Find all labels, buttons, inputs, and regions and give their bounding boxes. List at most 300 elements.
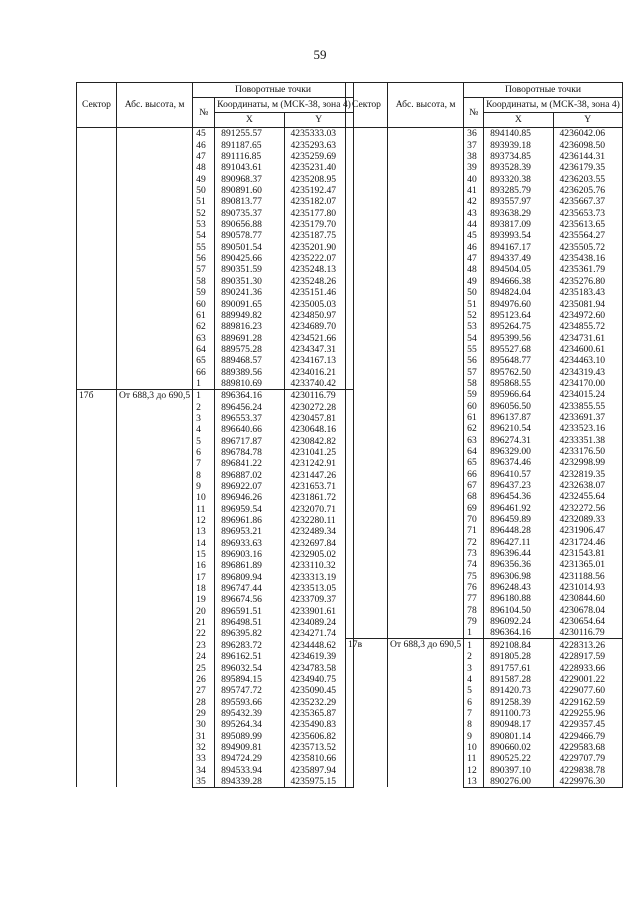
header-altitude: Абс. высота, м: [388, 83, 464, 128]
coord-y: 4236144.31: [553, 151, 622, 162]
coord-x: 895894.15: [215, 674, 284, 685]
coord-y: 4230678.04: [553, 604, 622, 615]
point-number: 58: [193, 275, 215, 286]
coord-x: 889691.28: [215, 332, 284, 343]
point-number: 10: [464, 742, 484, 753]
coord-y: 4235183.43: [553, 287, 622, 298]
point-number: 61: [464, 412, 484, 423]
coord-y: 4228933.66: [553, 662, 622, 673]
point-number: 45: [464, 230, 484, 241]
point-number: 10: [193, 492, 215, 503]
point-number: 3: [464, 662, 484, 673]
coord-y: 4232280.11: [284, 515, 353, 526]
point-number: 42: [464, 196, 484, 207]
coord-y: 4236179.35: [553, 162, 622, 173]
coord-y: 4236203.55: [553, 173, 622, 184]
coord-x: 896461.92: [484, 502, 553, 513]
point-number: 72: [464, 536, 484, 547]
point-number: 64: [193, 344, 215, 355]
coord-x: 896591.51: [215, 605, 284, 616]
point-number: 77: [464, 593, 484, 604]
coord-x: 896953.21: [215, 526, 284, 537]
coord-x: 892108.84: [484, 639, 553, 651]
point-number: 65: [193, 355, 215, 366]
table-body-left: [77, 128, 354, 788]
coord-y: 4235490.83: [284, 719, 353, 730]
coord-x: 890948.17: [484, 719, 553, 730]
coord-y: 4236042.06: [553, 128, 622, 140]
point-number: 37: [464, 139, 484, 150]
header-altitude: Абс. высота, м: [117, 83, 193, 128]
coord-x: 890813.77: [215, 196, 284, 207]
coord-x: 891757.61: [484, 662, 553, 673]
coord-y: 4229838.78: [553, 764, 622, 775]
coord-y: 4235005.03: [284, 298, 353, 309]
coord-x: 894724.29: [215, 753, 284, 764]
point-number: 49: [193, 173, 215, 184]
point-number: 78: [464, 604, 484, 615]
coord-y: 4230457.81: [284, 413, 353, 424]
coord-y: 4235667.37: [553, 196, 622, 207]
coord-y: 4232697.84: [284, 537, 353, 548]
coord-x: 893939.18: [484, 139, 553, 150]
header-points: Поворотные точки: [193, 83, 354, 98]
point-number: 32: [193, 742, 215, 753]
coord-y: 4234689.70: [284, 321, 353, 332]
point-number: 39: [464, 162, 484, 173]
coord-x: 896498.51: [215, 617, 284, 628]
coord-y: 4236205.76: [553, 185, 622, 196]
coord-y: 4235505.72: [553, 241, 622, 252]
point-number: 55: [193, 241, 215, 252]
point-number: 75: [464, 570, 484, 581]
point-number: 62: [193, 321, 215, 332]
coord-y: 4232819.35: [553, 468, 622, 479]
coord-x: 896809.94: [215, 571, 284, 582]
coordinates-table-left: [76, 82, 354, 788]
point-number: 63: [464, 434, 484, 445]
coord-y: 4234850.97: [284, 310, 353, 321]
coord-x: 896092.24: [484, 616, 553, 627]
point-number: 11: [464, 753, 484, 764]
coord-y: 4229707.79: [553, 753, 622, 764]
coord-y: 4231543.81: [553, 548, 622, 559]
coord-x: 890660.02: [484, 742, 553, 753]
coord-x: 895527.68: [484, 344, 553, 355]
sector-cell: [77, 128, 117, 390]
coord-y: 4234448.62: [284, 639, 353, 650]
point-number: 70: [464, 514, 484, 525]
point-number: 1: [464, 639, 484, 651]
coord-x: 896364.16: [484, 627, 553, 639]
coord-x: 890351.30: [215, 275, 284, 286]
coord-y: 4235192.47: [284, 185, 353, 196]
coord-x: 896640.66: [215, 424, 284, 435]
point-number: 66: [193, 366, 215, 377]
coord-x: 896137.87: [484, 412, 553, 423]
coord-y: 4233110.32: [284, 560, 353, 571]
coord-y: 4232998.99: [553, 457, 622, 468]
coord-x: 896180.88: [484, 593, 553, 604]
coord-y: 4235438.16: [553, 253, 622, 264]
coord-y: 4230116.79: [284, 389, 353, 401]
coord-x: 896396.44: [484, 548, 553, 559]
coord-x: 896329.00: [484, 446, 553, 457]
coord-x: 891587.28: [484, 674, 553, 685]
coord-x: 889816.23: [215, 321, 284, 332]
point-number: 6: [464, 696, 484, 707]
coord-x: 896454.36: [484, 491, 553, 502]
coord-x: 893557.97: [484, 196, 553, 207]
coord-y: 4235713.52: [284, 742, 353, 753]
point-number: 79: [464, 616, 484, 627]
point-number: 11: [193, 503, 215, 514]
header-num: №: [464, 98, 484, 128]
coord-y: 4231724.46: [553, 536, 622, 547]
coord-x: 896306.98: [484, 570, 553, 581]
coord-y: 4232905.02: [284, 549, 353, 560]
header-points: Поворотные точки: [464, 83, 623, 98]
point-number: 30: [193, 719, 215, 730]
coord-y: 4234015.24: [553, 389, 622, 400]
point-number: 8: [464, 719, 484, 730]
point-number: 6: [193, 447, 215, 458]
coord-y: 4230648.16: [284, 424, 353, 435]
coord-x: 893993.54: [484, 230, 553, 241]
coord-x: 891255.57: [215, 128, 284, 140]
point-number: 21: [193, 617, 215, 628]
point-number: 59: [464, 389, 484, 400]
coord-x: 896274.31: [484, 434, 553, 445]
point-number: 66: [464, 468, 484, 479]
point-number: 50: [193, 185, 215, 196]
coord-y: 4229466.79: [553, 730, 622, 741]
point-number: 40: [464, 173, 484, 184]
coord-x: 896032.54: [215, 662, 284, 673]
coord-y: 4235361.79: [553, 264, 622, 275]
coord-x: 890525.22: [484, 753, 553, 764]
coord-y: 4229255.96: [553, 708, 622, 719]
coord-y: 4234972.60: [553, 310, 622, 321]
altitude-cell: [388, 128, 464, 639]
coord-x: 891420.73: [484, 685, 553, 696]
coord-y: 4235090.45: [284, 685, 353, 696]
coord-y: 4235606.82: [284, 730, 353, 741]
coord-x: 890656.88: [215, 219, 284, 230]
point-number: 76: [464, 582, 484, 593]
coord-x: 896933.63: [215, 537, 284, 548]
altitude-cell: От 688,3 до 690,5: [388, 639, 464, 787]
point-number: 5: [464, 685, 484, 696]
coord-y: 4233740.42: [284, 378, 353, 390]
coord-x: 896903.16: [215, 549, 284, 560]
coord-y: 4234731.61: [553, 332, 622, 343]
coord-y: 4235897.94: [284, 764, 353, 775]
coord-x: 896717.87: [215, 435, 284, 446]
header-x: X: [215, 113, 284, 128]
coord-x: 890091.65: [215, 298, 284, 309]
point-number: 7: [464, 708, 484, 719]
sector-cell: [346, 128, 388, 639]
coord-x: 890241.36: [215, 287, 284, 298]
header-sector: Сектор: [346, 83, 388, 128]
coord-x: 889810.69: [215, 378, 284, 390]
coord-x: 893528.39: [484, 162, 553, 173]
point-number: 58: [464, 378, 484, 389]
point-number: 64: [464, 446, 484, 457]
point-number: 12: [464, 764, 484, 775]
coord-y: 4234347.31: [284, 344, 353, 355]
point-number: 60: [193, 298, 215, 309]
coord-x: 890276.00: [484, 776, 553, 788]
coordinates-table-right: [345, 82, 623, 788]
coord-y: 4231653.71: [284, 481, 353, 492]
point-number: 43: [464, 207, 484, 218]
coord-x: 894666.38: [484, 275, 553, 286]
coord-x: 896841.22: [215, 458, 284, 469]
coord-x: 896056.50: [484, 400, 553, 411]
coord-x: 896961.86: [215, 515, 284, 526]
table-body-right: [346, 128, 623, 788]
coord-x: 894533.94: [215, 764, 284, 775]
point-number: 4: [193, 424, 215, 435]
point-number: 14: [193, 537, 215, 548]
coord-y: 4234855.72: [553, 321, 622, 332]
coord-x: 889389.56: [215, 366, 284, 377]
point-number: 20: [193, 605, 215, 616]
coord-x: 891187.65: [215, 139, 284, 150]
point-number: 52: [193, 207, 215, 218]
coord-x: 894824.04: [484, 287, 553, 298]
coord-x: 890801.14: [484, 730, 553, 741]
coord-y: 4229001.22: [553, 674, 622, 685]
point-number: 33: [193, 753, 215, 764]
coord-y: 4229077.60: [553, 685, 622, 696]
altitude-cell: [117, 128, 193, 390]
coord-y: 4235333.03: [284, 128, 353, 140]
coord-y: 4231188.56: [553, 570, 622, 581]
point-number: 41: [464, 185, 484, 196]
coord-x: 890735.37: [215, 207, 284, 218]
coord-y: 4234783.58: [284, 662, 353, 673]
coord-y: 4235208.95: [284, 173, 353, 184]
coord-x: 894976.60: [484, 298, 553, 309]
coord-x: 895264.34: [215, 719, 284, 730]
coord-x: 896410.57: [484, 468, 553, 479]
coord-x: 896364.16: [215, 389, 284, 401]
coord-x: 890425.66: [215, 253, 284, 264]
coord-y: 4231365.01: [553, 559, 622, 570]
coord-y: 4232089.33: [553, 514, 622, 525]
coord-y: 4234016.21: [284, 366, 353, 377]
coord-y: 4234089.24: [284, 617, 353, 628]
coord-y: 4232070.71: [284, 503, 353, 514]
coord-x: 890891.60: [215, 185, 284, 196]
point-number: 47: [464, 253, 484, 264]
coord-x: 895648.77: [484, 355, 553, 366]
coord-y: 4234619.39: [284, 651, 353, 662]
coord-y: 4235222.07: [284, 253, 353, 264]
coord-x: 896674.56: [215, 594, 284, 605]
point-number: 16: [193, 560, 215, 571]
point-number: 50: [464, 287, 484, 298]
header-sector: Сектор: [77, 83, 117, 128]
coord-y: 4234600.61: [553, 344, 622, 355]
coord-x: 891805.28: [484, 651, 553, 662]
coord-x: 896395.82: [215, 628, 284, 639]
coord-y: 4235975.15: [284, 776, 353, 788]
coord-y: 4229976.30: [553, 776, 622, 788]
point-number: 49: [464, 275, 484, 286]
sector-cell: 17в: [346, 639, 388, 787]
coord-y: 4235151.46: [284, 287, 353, 298]
coord-x: 896459.89: [484, 514, 553, 525]
coord-x: 896210.54: [484, 423, 553, 434]
coord-y: 4235564.27: [553, 230, 622, 241]
coord-y: 4235810.66: [284, 753, 353, 764]
coord-x: 894167.17: [484, 241, 553, 252]
coord-y: 4235081.94: [553, 298, 622, 309]
coord-y: 4234271.74: [284, 628, 353, 639]
point-number: 3: [193, 413, 215, 424]
coord-x: 891043.61: [215, 162, 284, 173]
coord-y: 4233513.05: [284, 583, 353, 594]
coord-y: 4228313.26: [553, 639, 622, 651]
point-number: 9: [464, 730, 484, 741]
point-number: 1: [193, 389, 215, 401]
coord-x: 895432.39: [215, 708, 284, 719]
coord-x: 890968.37: [215, 173, 284, 184]
coord-x: 895089.99: [215, 730, 284, 741]
point-number: 34: [193, 764, 215, 775]
coord-x: 894339.28: [215, 776, 284, 788]
point-number: 53: [193, 219, 215, 230]
point-number: 52: [464, 310, 484, 321]
coord-y: 4228917.59: [553, 651, 622, 662]
coord-y: 4235187.75: [284, 230, 353, 241]
coord-y: 4233709.37: [284, 594, 353, 605]
coord-y: 4231861.72: [284, 492, 353, 503]
point-number: 35: [193, 776, 215, 788]
point-number: 9: [193, 481, 215, 492]
coord-x: 896456.24: [215, 401, 284, 412]
coord-x: 896784.78: [215, 447, 284, 458]
point-number: 17: [193, 571, 215, 582]
header-x: X: [484, 113, 553, 128]
coord-x: 896104.50: [484, 604, 553, 615]
point-number: 1: [193, 378, 215, 390]
coord-x: 890501.54: [215, 241, 284, 252]
coord-x: 896427.11: [484, 536, 553, 547]
coord-y: 4234940.75: [284, 674, 353, 685]
coord-y: 4235182.07: [284, 196, 353, 207]
sector-cell: 17б: [77, 389, 117, 787]
point-number: 46: [464, 241, 484, 252]
point-number: 63: [193, 332, 215, 343]
point-number: 28: [193, 696, 215, 707]
coord-x: 896437.23: [484, 480, 553, 491]
coord-y: 4229162.59: [553, 696, 622, 707]
coord-y: 4235259.69: [284, 151, 353, 162]
point-number: 51: [464, 298, 484, 309]
coord-y: 4230272.28: [284, 401, 353, 412]
coord-x: 896448.28: [484, 525, 553, 536]
coord-y: 4235613.65: [553, 219, 622, 230]
coord-x: 894337.49: [484, 253, 553, 264]
coord-x: 896283.72: [215, 639, 284, 650]
coord-x: 891100.73: [484, 708, 553, 719]
coord-x: 895399.56: [484, 332, 553, 343]
point-number: 2: [464, 651, 484, 662]
coord-y: 4229583.68: [553, 742, 622, 753]
coord-x: 893817.09: [484, 219, 553, 230]
point-number: 15: [193, 549, 215, 560]
coord-y: 4235248.13: [284, 264, 353, 275]
table-row: [346, 639, 623, 651]
coord-y: 4233176.50: [553, 446, 622, 457]
point-number: 24: [193, 651, 215, 662]
coord-y: 4233523.16: [553, 423, 622, 434]
coord-y: 4235365.87: [284, 708, 353, 719]
point-number: 57: [193, 264, 215, 275]
point-number: 22: [193, 628, 215, 639]
coord-x: 896374.46: [484, 457, 553, 468]
header-coords: Координаты, м (МСК-38, зона 4): [215, 98, 354, 113]
point-number: 67: [464, 480, 484, 491]
header-coords: Координаты, м (МСК-38, зона 4): [484, 98, 623, 113]
point-number: 62: [464, 423, 484, 434]
coord-x: 893638.29: [484, 207, 553, 218]
coord-x: 895264.75: [484, 321, 553, 332]
coord-x: 890351.59: [215, 264, 284, 275]
table-row: [346, 128, 623, 140]
point-number: 25: [193, 662, 215, 673]
coord-y: 4235231.40: [284, 162, 353, 173]
coord-x: 896887.02: [215, 469, 284, 480]
coord-y: 4233855.55: [553, 400, 622, 411]
coord-y: 4235293.63: [284, 139, 353, 150]
point-number: 45: [193, 128, 215, 140]
point-number: 56: [464, 355, 484, 366]
coord-y: 4232272.56: [553, 502, 622, 513]
point-number: 53: [464, 321, 484, 332]
header-y: Y: [284, 113, 353, 128]
coord-x: 896959.54: [215, 503, 284, 514]
coord-y: 4235653.73: [553, 207, 622, 218]
point-number: 61: [193, 310, 215, 321]
point-number: 56: [193, 253, 215, 264]
point-number: 57: [464, 366, 484, 377]
point-number: 60: [464, 400, 484, 411]
point-number: 47: [193, 151, 215, 162]
coord-x: 896946.26: [215, 492, 284, 503]
coord-y: 4235201.90: [284, 241, 353, 252]
coord-x: 890397.10: [484, 764, 553, 775]
coord-y: 4234521.66: [284, 332, 353, 343]
altitude-cell: От 688,3 до 690,5: [117, 389, 193, 787]
coord-x: 896861.89: [215, 560, 284, 571]
coord-x: 889949.82: [215, 310, 284, 321]
point-number: 48: [193, 162, 215, 173]
header-num: №: [193, 98, 215, 128]
coord-y: 4234463.10: [553, 355, 622, 366]
coord-x: 896248.43: [484, 582, 553, 593]
point-number: 46: [193, 139, 215, 150]
coord-y: 4235177.80: [284, 207, 353, 218]
coord-x: 895593.66: [215, 696, 284, 707]
coord-y: 4233691.37: [553, 412, 622, 423]
coord-y: 4232489.34: [284, 526, 353, 537]
